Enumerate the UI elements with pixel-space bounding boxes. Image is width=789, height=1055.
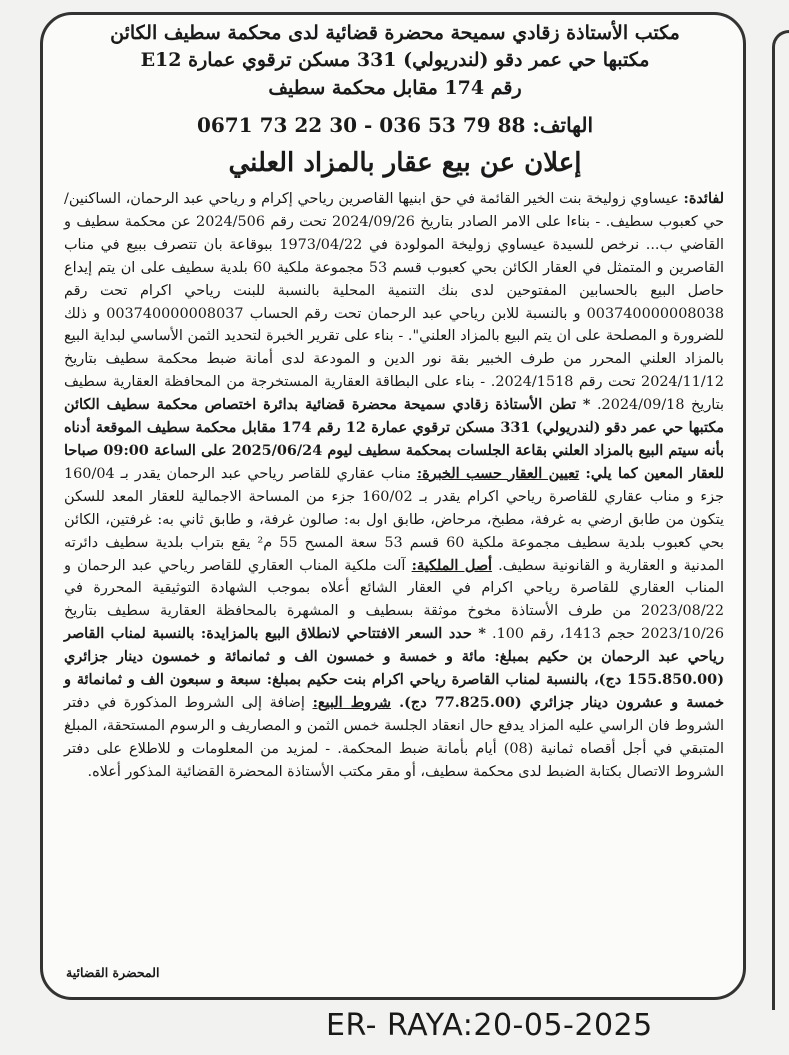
adjacent-column-border (772, 30, 789, 1010)
publication-reference: ER- RAYA:20-05-2025 (326, 1008, 653, 1043)
ownership-origin-label: أصل الملكية: (411, 556, 493, 574)
bailiff-signature: المحضرة القضائية (66, 965, 160, 980)
announcement-body (64, 188, 724, 784)
office-address-line: مكتبها حي عمر دقو (لندريولي) 331 مسكن ترقوي عمارة E12 (140, 49, 650, 71)
beneficiary-label: لفائدة: (683, 190, 724, 207)
sale-notice-text: * تطن الأستاذة زقادي سميحة محضرة قضائية بدائرة اختصاص محكمة سطيف الكائن مكتبها حي عمر دقو (لندريولي) 331 مسكن ترقوي عمارة 12 رقم 174 مقابل محكمة سطيف الموقعة أدناه بأنه سيتم البيع بالمزاد العلني بقاعة الجلسات بمحكمة سطيف ليوم 2025/06/24 على الساعة 09:00 صباحا للعقار المعين كما يلي: (64, 396, 724, 482)
sale-conditions-label: شروط البيع: (312, 693, 391, 711)
office-address-line-2: رقم 174 مقابل محكمة سطيف (268, 77, 522, 99)
opening-price-text: * حدد السعر الافتتاحي لانطلاق البيع بالمزايدة: بالنسبة لمناب القاصر رياحي عبد الرحمان بن حكيم بمبلغ: مائة و خمسة و خمسون الف و ثمانمائة و خمسون دينار جزائري (155.850.00 دج)، بالنسبة لمناب القاصرة رياحي اكرام بنت حكيم بمبلغ: سبعة و سبعون الف و ثمانمائة و خمسة و عشرون دينار جزائري (77.825.00 دج). (64, 625, 725, 711)
office-name-line: مكتب الأستاذة زقادي سميحة محضرة قضائية لدى محكمة سطيف الكائن (110, 22, 680, 44)
body-intro-text: عيساوي زوليخة بنت الخير القائمة في حق ابنيها القاصرين رياحي إكرام و رياحي عبد الرحمان، الساكنين/ حي كعبوب سطيف. - بناءا على الامر الصادر بتاريخ 2024/09/26 تحت رقم 2024/506 عن محكمة سطيف و القاضي ب... نرخص للسيدة عيساوي زوليخة المولودة في 1973/04/22 ببوقاعة بان تتصرف ببيع في مناب القاصرين و المتمثل في العقار الكائن بحي كعبوب قسم 53 مجموعة ملكية 60 بلدية سطيف على ان يتم إيداع حاصل البيع بالحسابين المفتوحين لدى بنك التنمية المحلية بالنسبة للبنت رياحي اكرام تحت رقم 003740000008038 و بالنسبة للابن رياحي عبد الرحمان تحت رقم الحساب 003740000008037 و ذلك للضرورة و المصلحة على ان يتم البيع بالمزاد العلني". - بناء على تقرير الخبرة لتحديد الثمن الأساسي لبداية البيع بالمزاد العلني المحرر من طرف الخبير بقة نور الدين و المودعة لدى أمانة ضبط محكمة سطيف بتاريخ 2024/11/12 تحت رقم 2024/1518. - بناء على البطاقة العقارية المستخرجة من المحافظة العقارية سطيف بتاريخ 2024/09/18. (64, 191, 725, 414)
office-phone: الهاتف: 88 79 53 036 - 30 22 73 0671 (196, 113, 594, 137)
announcement-title: إعلان عن بيع عقار بالمزاد العلني (228, 148, 582, 178)
ownership-origin-text: آلت ملكية المناب العقاري للقاصر رياحي عبد الرحمان و المناب العقاري للقاصرة رياحي اكرام في العقار الشائع أعلاه بموجب الشهادة التوثيقية المحررة في 2023/08/22 من طرف الأستاذة مخوخ موثقة بسطيف و المشهرة بالمحافظة العقارية سطيف بتاريخ 2023/10/26 حجم 1413، رقم 100. (64, 557, 724, 643)
property-designation-text: مناب عقاري للقاصر رياحي عبد الرحمان يقدر بـ 160/04 جزء و مناب عقاري للقاصرة رياحي اكرام يقدر بـ 160/02 جزء من المساحة الاجمالية للعقار المعد للسكن يتكون من طابق ارضي به غرفة، مطبخ، مرحاض، طابق اول به: صالون غرفة، و طابق ثاني به: غرفتين، الكائن بحي كعبوب بلدية سطيف مجموعة ملكية 60 قسم 53 سعة المسح 55 م² يقع بتراب بلدية سطيف دائرته المدنية و العقارية و القانونية سطيف. (64, 465, 724, 574)
property-designation-label: تعيين العقار حسب الخبرة: (416, 464, 580, 482)
sale-conditions-text: إضافة إلى الشروط المذكورة في دفتر الشروط فان الراسي عليه المزاد يدفع حال انعقاد الجلسة خمس الثمن و المصاريف و الرسوم المستحقة، المبلغ المتبقي في أجل أقصاه ثمانية (08) أيام بأمانة ضبط المحكمة. - لمزيد من المعلومات و للاطلاع على دفتر الشروط الاتصال بكتابة الضبط لدى محكمة سطيف، أو مقر مكتب الأستاذة المحضرة القضائية المذكور أعلاه. (64, 694, 724, 780)
